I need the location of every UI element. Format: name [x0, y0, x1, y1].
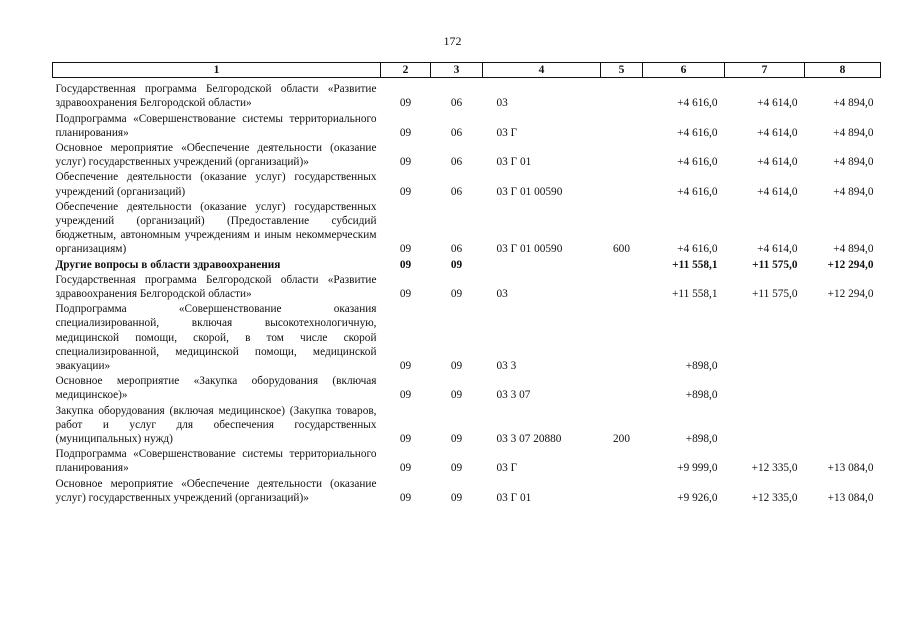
column-header: 5	[601, 63, 643, 78]
row-amount-col7-cell: +11 575,0	[752, 288, 798, 301]
row-amount-col8-cell: +13 084,0	[827, 462, 874, 475]
row-name-cell	[53, 200, 381, 258]
row-name-text: Государственная программа Белгородской области «Развитие здравоохранения Белгородской области»	[55, 83, 377, 110]
row-amount-col8-cell: +4 894,0	[833, 156, 874, 169]
row-name-text: Подпрограмма «Совершенствование системы территориального планирования»	[55, 112, 377, 139]
row-amount-col6-cell: +9 999,0	[677, 462, 718, 475]
row-name-text: Закупка оборудования (включая медицинское) (Закупка товаров, работ и услуг для обеспечения государственных (муниципальных) нужд)	[55, 404, 377, 446]
row-amount-col7-cell: +4 614,0	[757, 185, 798, 198]
row-name-cell	[53, 258, 381, 273]
row-amount-col6-cell: +9 926,0	[677, 491, 718, 504]
row-subsection-cell: 09	[450, 389, 463, 402]
row-section-cell: 09	[399, 389, 412, 402]
row-subsection-cell: 06	[450, 156, 463, 169]
row-amount-col7-cell: +4 614,0	[757, 243, 798, 256]
row-section-cell: 09	[399, 288, 412, 301]
row-subsection-cell: 09	[450, 288, 463, 301]
row-name-text: Подпрограмма «Совершенствование системы территориального планирования»	[55, 448, 377, 475]
row-amount-col8-cell: +4 894,0	[833, 243, 874, 256]
row-name-text: Подпрограмма «Совершенствование оказания специализированной, включая высокотехнологичную, медицинской помощи, скорой, в том числе скорой специализированной, медицинской помощи, медицинской эвакуации»	[55, 303, 377, 373]
row-amount-col7-cell	[725, 374, 805, 403]
row-amount-col8-cell: +4 894,0	[833, 126, 874, 139]
table-row	[53, 374, 881, 403]
row-target-article-cell: 03 3 07	[496, 389, 531, 402]
row-section-cell: 09	[399, 462, 412, 475]
row-subsection-cell: 06	[450, 243, 463, 256]
row-subsection-cell: 09	[450, 491, 463, 504]
row-target-article-cell: 03 Г 01	[496, 156, 532, 169]
row-name-text: Основное мероприятие «Обеспечение деятельности (оказание услуг) государственных учреждений (организаций)»	[55, 477, 377, 504]
row-expense-type-cell	[601, 141, 643, 170]
row-subsection-cell: 09	[450, 462, 463, 475]
row-name-text: Другие вопросы в области здравоохранения	[55, 258, 281, 271]
row-target-article-cell: 03	[496, 288, 508, 301]
row-target-article-cell: 03 Г	[496, 462, 518, 475]
row-amount-col7-cell: +12 335,0	[751, 462, 798, 475]
column-header: 4	[483, 63, 601, 78]
row-name-cell	[53, 447, 381, 476]
row-expense-type-cell	[601, 78, 643, 112]
row-section-cell: 09	[399, 97, 412, 110]
budget-table	[52, 62, 881, 506]
row-amount-col8-cell: +12 294,0	[827, 288, 874, 301]
row-expense-type-cell	[601, 112, 643, 141]
row-amount-col8-cell	[805, 302, 881, 374]
row-amount-col8-cell: +4 894,0	[833, 185, 874, 198]
row-name-cell	[53, 477, 381, 506]
row-target-article-cell: 03	[496, 97, 508, 110]
table-row	[53, 112, 881, 141]
row-amount-col7-cell: +12 335,0	[751, 491, 798, 504]
row-expense-type-cell	[601, 258, 643, 273]
row-expense-type-cell: 200	[613, 433, 630, 446]
row-amount-col6-cell: +11 558,1	[672, 258, 718, 271]
row-section-cell: 09	[399, 156, 412, 169]
table-header-row	[53, 63, 881, 78]
row-name-text: Обеспечение деятельности (оказание услуг) государственных учреждений (организаций) (Предоставление субсидий бюджетным, автономным учреждениям и иным некоммерческим организациям)	[55, 200, 377, 256]
row-name-text: Основное мероприятие «Закупка оборудования (включая медицинское)»	[55, 375, 377, 402]
table-row	[53, 200, 881, 258]
row-name-cell	[53, 273, 381, 302]
row-name-text: Государственная программа Белгородской области «Развитие здравоохранения Белгородской области»	[55, 273, 377, 301]
row-expense-type-cell	[601, 170, 643, 199]
table-row	[53, 258, 881, 273]
row-target-article-cell	[483, 258, 601, 273]
row-section-cell: 09	[399, 433, 412, 446]
row-amount-col6-cell: +4 616,0	[677, 243, 718, 256]
row-amount-col8-cell	[805, 404, 881, 448]
row-section-cell: 09	[399, 360, 412, 373]
row-amount-col8-cell: +13 084,0	[827, 491, 874, 504]
row-amount-col6-cell: +11 558,1	[672, 288, 718, 301]
row-section-cell: 09	[399, 258, 412, 271]
row-amount-col7-cell: +4 614,0	[757, 156, 798, 169]
table-row	[53, 404, 881, 448]
row-amount-col8-cell: +12 294,0	[827, 258, 874, 271]
row-amount-col7-cell	[725, 302, 805, 374]
row-amount-col6-cell: +4 616,0	[677, 156, 718, 169]
row-subsection-cell: 06	[450, 185, 463, 198]
row-amount-col6-cell: +4 616,0	[677, 126, 718, 139]
row-section-cell: 09	[399, 243, 412, 256]
row-amount-col7-cell: +11 575,0	[752, 258, 798, 271]
row-target-article-cell: 03 3 07 20880	[496, 433, 562, 446]
column-header: 6	[643, 63, 725, 78]
row-subsection-cell: 06	[450, 97, 463, 110]
row-amount-col7-cell: +4 614,0	[757, 97, 798, 110]
row-target-article-cell: 03 Г 01 00590	[496, 243, 563, 256]
row-amount-col6-cell: +898,0	[685, 433, 718, 446]
column-header: 8	[805, 63, 881, 78]
row-section-cell: 09	[399, 126, 412, 139]
column-header: 1	[53, 63, 381, 78]
row-amount-col6-cell: +4 616,0	[677, 185, 718, 198]
table-row	[53, 302, 881, 374]
row-subsection-cell: 09	[450, 360, 463, 373]
row-name-cell	[53, 374, 381, 403]
row-target-article-cell: 03 3	[496, 360, 517, 373]
row-subsection-cell: 09	[450, 433, 463, 446]
row-expense-type-cell	[601, 374, 643, 403]
row-target-article-cell: 03 Г 01	[496, 491, 532, 504]
row-subsection-cell: 09	[450, 258, 463, 271]
row-name-text: Основное мероприятие «Обеспечение деятельности (оказание услуг) государственных учреждений (организаций)»	[55, 142, 377, 169]
row-subsection-cell: 06	[450, 126, 463, 139]
table-row	[53, 141, 881, 170]
row-name-cell	[53, 112, 381, 141]
row-name-cell	[53, 404, 381, 448]
row-name-cell	[53, 302, 381, 374]
row-expense-type-cell	[601, 273, 643, 302]
row-name-cell	[53, 170, 381, 199]
row-target-article-cell: 03 Г	[496, 126, 518, 139]
row-amount-col8-cell: +4 894,0	[833, 97, 874, 110]
row-amount-col6-cell: +898,0	[685, 389, 718, 402]
page-number: 172	[443, 34, 462, 48]
row-amount-col7-cell	[725, 404, 805, 448]
row-expense-type-cell	[601, 447, 643, 476]
row-name-cell	[53, 78, 381, 112]
row-section-cell: 09	[399, 185, 412, 198]
row-amount-col8-cell	[805, 374, 881, 403]
row-name-cell	[53, 141, 381, 170]
row-amount-col7-cell: +4 614,0	[757, 126, 798, 139]
row-target-article-cell: 03 Г 01 00590	[496, 185, 563, 198]
row-expense-type-cell: 600	[613, 243, 630, 256]
table-row	[53, 273, 881, 302]
row-expense-type-cell	[601, 477, 643, 506]
column-header: 7	[725, 63, 805, 78]
row-expense-type-cell	[601, 302, 643, 374]
row-section-cell: 09	[399, 491, 412, 504]
row-name-text: Обеспечение деятельности (оказание услуг) государственных учреждений (организаций)	[55, 171, 377, 198]
table-row	[53, 477, 881, 506]
column-header: 3	[431, 63, 483, 78]
row-amount-col6-cell: +898,0	[685, 360, 718, 373]
column-header: 2	[381, 63, 431, 78]
table-row	[53, 447, 881, 476]
table-row	[53, 170, 881, 199]
table-row	[53, 78, 881, 112]
row-amount-col6-cell: +4 616,0	[677, 97, 718, 110]
